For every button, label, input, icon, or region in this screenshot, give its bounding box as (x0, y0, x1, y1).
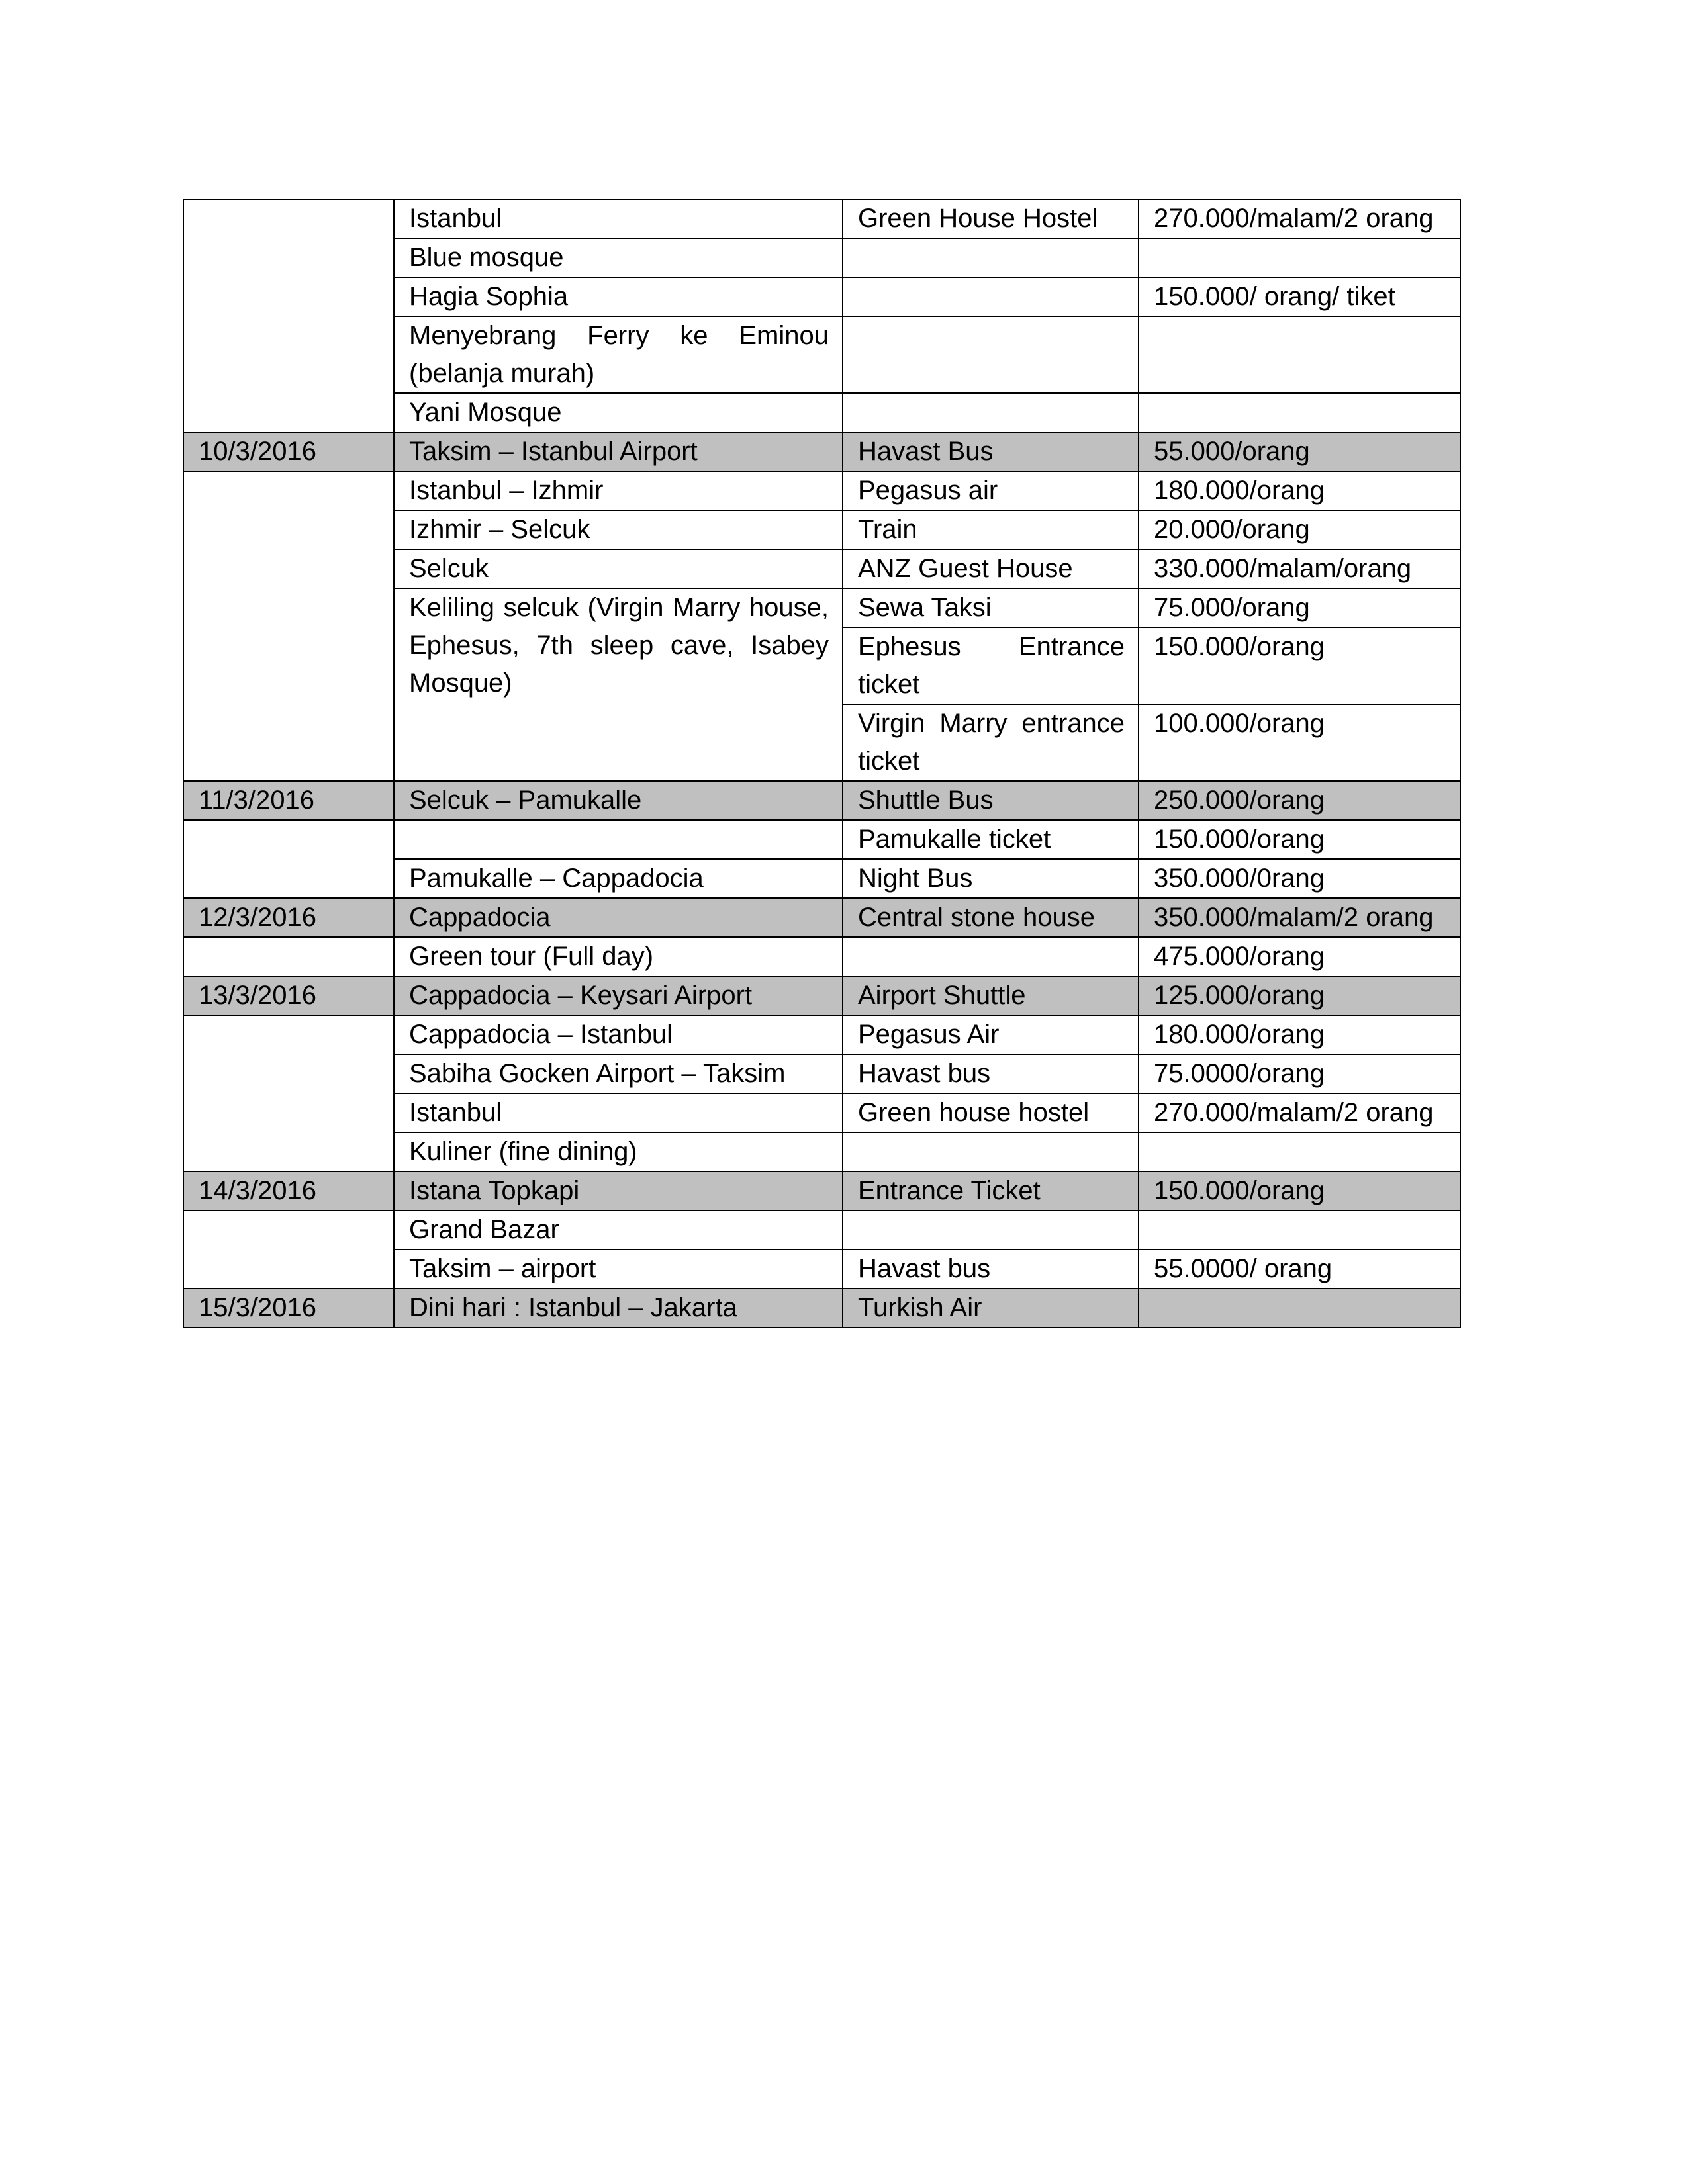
activity-cell: Selcuk – Pamukalle (394, 781, 843, 820)
transport-cell (843, 316, 1139, 393)
cost-cell (1139, 393, 1460, 432)
cost-cell: 150.000/ orang/ tiket (1139, 277, 1460, 316)
transport-cell: Pegasus Air (843, 1015, 1139, 1054)
date-cell: 13/3/2016 (183, 976, 394, 1015)
activity-cell: Istanbul – Izhmir (394, 471, 843, 510)
transport-cell (843, 1210, 1139, 1250)
cost-cell: 350.000/malam/2 orang (1139, 898, 1460, 937)
transport-cell: Ephesus Entrance ticket (843, 627, 1139, 704)
cost-cell: 150.000/orang (1139, 627, 1460, 704)
activity-cell: Kuliner (fine dining) (394, 1132, 843, 1171)
transport-cell: Turkish Air (843, 1289, 1139, 1328)
activity-cell: Green tour (Full day) (394, 937, 843, 976)
activity-cell: Keliling selcuk (Virgin Marry house, Ephesus, 7th sleep cave, Isabey Mosque) (394, 588, 843, 781)
transport-cell: Green house hostel (843, 1093, 1139, 1132)
transport-cell: Pegasus air (843, 471, 1139, 510)
table-row (183, 199, 1460, 238)
activity-cell: Sabiha Gocken Airport – Taksim (394, 1054, 843, 1093)
transport-cell: Havast Bus (843, 432, 1139, 471)
activity-cell: Istanbul (394, 1093, 843, 1132)
table-row (183, 1015, 1460, 1054)
activity-cell (394, 820, 843, 859)
cost-cell (1139, 316, 1460, 393)
cost-cell: 55.0000/ orang (1139, 1250, 1460, 1289)
activity-cell: Selcuk (394, 549, 843, 588)
activity-cell: Dini hari : Istanbul – Jakarta (394, 1289, 843, 1328)
table-row-date-header (183, 976, 1460, 1015)
date-cell: 10/3/2016 (183, 432, 394, 471)
table-row (183, 820, 1460, 859)
transport-cell: Entrance Ticket (843, 1171, 1139, 1210)
cost-cell: 75.0000/orang (1139, 1054, 1460, 1093)
transport-cell (843, 393, 1139, 432)
table-row (183, 1210, 1460, 1250)
table-row-date-header (183, 432, 1460, 471)
transport-cell: Shuttle Bus (843, 781, 1139, 820)
activity-cell: Cappadocia (394, 898, 843, 937)
activity-cell: Menyebrang Ferry ke Eminou (belanja murah) (394, 316, 843, 393)
transport-cell: Train (843, 510, 1139, 549)
date-cell (183, 820, 394, 898)
cost-cell: 180.000/orang (1139, 1015, 1460, 1054)
cost-cell: 350.000/0rang (1139, 859, 1460, 898)
date-cell (183, 1015, 394, 1171)
activity-cell: Taksim – Istanbul Airport (394, 432, 843, 471)
cost-cell: 75.000/orang (1139, 588, 1460, 627)
cost-cell: 150.000/orang (1139, 1171, 1460, 1210)
activity-cell: Hagia Sophia (394, 277, 843, 316)
cost-cell (1139, 1210, 1460, 1250)
cost-cell: 270.000/malam/2 orang (1139, 199, 1460, 238)
transport-cell: Central stone house (843, 898, 1139, 937)
cost-cell: 330.000/malam/orang (1139, 549, 1460, 588)
table-row-date-header (183, 1171, 1460, 1210)
cost-cell: 125.000/orang (1139, 976, 1460, 1015)
cost-cell (1139, 1132, 1460, 1171)
table-row (183, 937, 1460, 976)
transport-cell (843, 277, 1139, 316)
transport-cell (843, 937, 1139, 976)
activity-cell: Taksim – airport (394, 1250, 843, 1289)
transport-cell: Virgin Marry entrance ticket (843, 704, 1139, 781)
cost-cell: 250.000/orang (1139, 781, 1460, 820)
cost-cell: 20.000/orang (1139, 510, 1460, 549)
transport-cell: Airport Shuttle (843, 976, 1139, 1015)
cost-cell (1139, 238, 1460, 277)
cost-cell: 180.000/orang (1139, 471, 1460, 510)
activity-cell: Cappadocia – Istanbul (394, 1015, 843, 1054)
transport-cell: Sewa Taksi (843, 588, 1139, 627)
activity-cell: Istanbul (394, 199, 843, 238)
date-cell: 15/3/2016 (183, 1289, 394, 1328)
table-row-date-header (183, 1289, 1460, 1328)
date-cell (183, 937, 394, 976)
transport-cell: Havast bus (843, 1250, 1139, 1289)
table-row-date-header (183, 781, 1460, 820)
transport-cell (843, 1132, 1139, 1171)
cost-cell: 150.000/orang (1139, 820, 1460, 859)
activity-cell: Grand Bazar (394, 1210, 843, 1250)
date-cell (183, 1210, 394, 1289)
cost-cell: 475.000/orang (1139, 937, 1460, 976)
transport-cell: Night Bus (843, 859, 1139, 898)
activity-cell: Yani Mosque (394, 393, 843, 432)
date-cell: 14/3/2016 (183, 1171, 394, 1210)
table-row (183, 471, 1460, 510)
cost-cell (1139, 1289, 1460, 1328)
transport-cell: Pamukalle ticket (843, 820, 1139, 859)
activity-cell: Blue mosque (394, 238, 843, 277)
date-cell (183, 199, 394, 432)
transport-cell: Havast bus (843, 1054, 1139, 1093)
date-cell (183, 471, 394, 781)
transport-cell: Green House Hostel (843, 199, 1139, 238)
itinerary-table (183, 199, 1461, 1328)
transport-cell (843, 238, 1139, 277)
activity-cell: Pamukalle – Cappadocia (394, 859, 843, 898)
cost-cell: 55.000/orang (1139, 432, 1460, 471)
activity-cell: Istana Topkapi (394, 1171, 843, 1210)
table-row-date-header (183, 898, 1460, 937)
cost-cell: 270.000/malam/2 orang (1139, 1093, 1460, 1132)
activity-cell: Izhmir – Selcuk (394, 510, 843, 549)
activity-cell: Cappadocia – Keysari Airport (394, 976, 843, 1015)
cost-cell: 100.000/orang (1139, 704, 1460, 781)
transport-cell: ANZ Guest House (843, 549, 1139, 588)
date-cell: 12/3/2016 (183, 898, 394, 937)
date-cell: 11/3/2016 (183, 781, 394, 820)
